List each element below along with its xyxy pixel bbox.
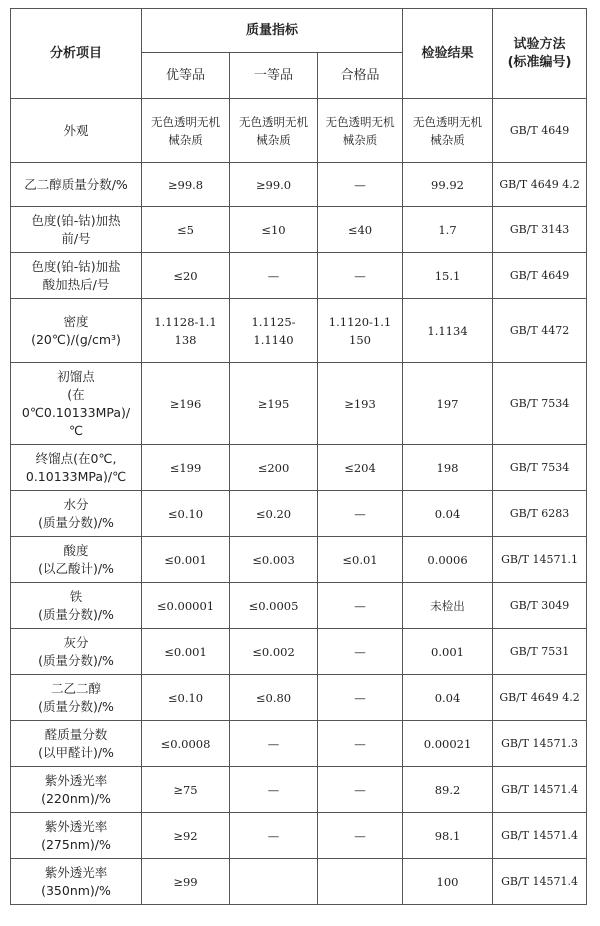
cell-grade-first: ≤0.20: [230, 491, 318, 537]
cell-grade-superior: ≤20: [142, 253, 230, 299]
cell-grade-qualified: —: [318, 721, 403, 767]
cell-grade-superior: ≥99.8: [142, 163, 230, 207]
cell-grade-superior: ≤199: [142, 445, 230, 491]
table-row: [11, 583, 587, 629]
header-test-method: 试验方法 (标准编号): [493, 9, 587, 99]
cell-grade-first: —: [230, 721, 318, 767]
cell-grade-first: ≤200: [230, 445, 318, 491]
cell-test-method: GB/T 14571.3: [493, 721, 587, 767]
table-header: [11, 9, 587, 99]
cell-grade-first: ≤0.002: [230, 629, 318, 675]
header-grade-qualified: 合格品: [318, 53, 403, 99]
table-row: [11, 491, 587, 537]
cell-test-method: GB/T 3143: [493, 207, 587, 253]
cell-test-result: 89.2: [403, 767, 493, 813]
cell-grade-first: ≥195: [230, 363, 318, 445]
cell-test-result: 100: [403, 859, 493, 905]
cell-analysis-item: 铁 (质量分数)/%: [11, 583, 142, 629]
header-quality-index: 质量指标: [142, 9, 403, 53]
cell-grade-first: [230, 859, 318, 905]
cell-grade-superior: ≤0.001: [142, 537, 230, 583]
cell-test-result: 0.04: [403, 675, 493, 721]
cell-test-result: 未检出: [403, 583, 493, 629]
cell-grade-first: —: [230, 253, 318, 299]
cell-analysis-item: 酸度 (以乙酸计)/%: [11, 537, 142, 583]
table-row: [11, 445, 587, 491]
cell-test-result: 1.1134: [403, 299, 493, 363]
header-grade-superior: 优等品: [142, 53, 230, 99]
table-row: [11, 721, 587, 767]
cell-grade-qualified: ≤204: [318, 445, 403, 491]
cell-test-method: GB/T 4649: [493, 253, 587, 299]
cell-test-method: GB/T 7534: [493, 445, 587, 491]
cell-test-method: GB/T 14571.4: [493, 859, 587, 905]
table-row: [11, 299, 587, 363]
cell-grade-qualified: —: [318, 675, 403, 721]
cell-grade-superior: ≤0.10: [142, 491, 230, 537]
cell-analysis-item: 初馏点 (在 0℃0.10133MPa)/ ℃: [11, 363, 142, 445]
table-row: [11, 767, 587, 813]
quality-spec-table: [10, 8, 587, 905]
cell-grade-qualified: ≤40: [318, 207, 403, 253]
cell-grade-qualified: 1.1120-1.1 150: [318, 299, 403, 363]
cell-grade-superior: ≤0.001: [142, 629, 230, 675]
table-body: [11, 99, 587, 905]
cell-analysis-item: 乙二醇质量分数/%: [11, 163, 142, 207]
cell-test-method: GB/T 3049: [493, 583, 587, 629]
cell-analysis-item: 水分 (质量分数)/%: [11, 491, 142, 537]
table-row: [11, 163, 587, 207]
cell-grade-superior: ≤5: [142, 207, 230, 253]
cell-test-method: GB/T 14571.4: [493, 767, 587, 813]
cell-test-method: GB/T 4649 4.2: [493, 163, 587, 207]
cell-grade-first: —: [230, 813, 318, 859]
cell-test-method: GB/T 4649 4.2: [493, 675, 587, 721]
cell-grade-qualified: ≥193: [318, 363, 403, 445]
header-grade-first: 一等品: [230, 53, 318, 99]
cell-test-method: GB/T 4649: [493, 99, 587, 163]
cell-test-method: GB/T 14571.1: [493, 537, 587, 583]
cell-analysis-item: 密度 (20℃)/(g/cm³): [11, 299, 142, 363]
cell-analysis-item: 灰分 (质量分数)/%: [11, 629, 142, 675]
cell-test-result: 99.92: [403, 163, 493, 207]
cell-grade-qualified: —: [318, 491, 403, 537]
cell-test-result: 1.7: [403, 207, 493, 253]
cell-grade-superior: ≥99: [142, 859, 230, 905]
cell-test-result: 197: [403, 363, 493, 445]
cell-grade-superior: ≤0.10: [142, 675, 230, 721]
cell-analysis-item: 紫外透光率 (350nm)/%: [11, 859, 142, 905]
cell-test-method: GB/T 4472: [493, 299, 587, 363]
cell-grade-first: 1.1125- 1.1140: [230, 299, 318, 363]
cell-test-method: GB/T 14571.4: [493, 813, 587, 859]
cell-grade-first: ≤0.003: [230, 537, 318, 583]
cell-test-method: GB/T 7531: [493, 629, 587, 675]
cell-analysis-item: 紫外透光率 (275nm)/%: [11, 813, 142, 859]
cell-analysis-item: 终馏点(在0℃, 0.10133MPa)/℃: [11, 445, 142, 491]
header-test-result: 检验结果: [403, 9, 493, 99]
cell-grade-qualified: —: [318, 629, 403, 675]
cell-test-method: GB/T 7534: [493, 363, 587, 445]
table-row: [11, 363, 587, 445]
cell-grade-first: ≤0.0005: [230, 583, 318, 629]
header-analysis-item: 分析项目: [11, 9, 142, 99]
cell-grade-superior: ≥92: [142, 813, 230, 859]
table-row: [11, 675, 587, 721]
table-row: [11, 253, 587, 299]
cell-grade-first: —: [230, 767, 318, 813]
cell-grade-qualified: —: [318, 767, 403, 813]
table-row: [11, 537, 587, 583]
cell-grade-first: ≥99.0: [230, 163, 318, 207]
cell-grade-qualified: —: [318, 813, 403, 859]
cell-grade-qualified: ≤0.01: [318, 537, 403, 583]
cell-grade-first: ≤0.80: [230, 675, 318, 721]
cell-analysis-item: 色度(铂-钴)加盐 酸加热后/号: [11, 253, 142, 299]
cell-grade-qualified: —: [318, 253, 403, 299]
cell-test-result: 198: [403, 445, 493, 491]
cell-grade-first: 无色透明无机 械杂质: [230, 99, 318, 163]
cell-analysis-item: 色度(铂-钴)加热 前/号: [11, 207, 142, 253]
cell-grade-superior: ≥196: [142, 363, 230, 445]
table-row: [11, 207, 587, 253]
cell-test-result: 0.0006: [403, 537, 493, 583]
cell-test-result: 98.1: [403, 813, 493, 859]
table-row: [11, 859, 587, 905]
cell-grade-qualified: [318, 859, 403, 905]
cell-test-result: 15.1: [403, 253, 493, 299]
cell-grade-superior: ≤0.0008: [142, 721, 230, 767]
cell-test-result: 0.04: [403, 491, 493, 537]
table-row: [11, 813, 587, 859]
cell-grade-superior: 无色透明无机 械杂质: [142, 99, 230, 163]
cell-grade-superior: ≤0.00001: [142, 583, 230, 629]
cell-grade-qualified: —: [318, 583, 403, 629]
cell-test-result: 0.00021: [403, 721, 493, 767]
cell-analysis-item: 外观: [11, 99, 142, 163]
cell-grade-first: ≤10: [230, 207, 318, 253]
cell-grade-superior: 1.1128-1.1 138: [142, 299, 230, 363]
cell-test-result: 0.001: [403, 629, 493, 675]
cell-analysis-item: 紫外透光率 (220nm)/%: [11, 767, 142, 813]
cell-analysis-item: 醛质量分数 (以甲醛计)/%: [11, 721, 142, 767]
cell-test-result: 无色透明无机 械杂质: [403, 99, 493, 163]
cell-grade-qualified: —: [318, 163, 403, 207]
cell-grade-superior: ≥75: [142, 767, 230, 813]
table-row: [11, 99, 587, 163]
table-row: [11, 629, 587, 675]
cell-analysis-item: 二乙二醇 (质量分数)/%: [11, 675, 142, 721]
cell-grade-qualified: 无色透明无机 械杂质: [318, 99, 403, 163]
cell-test-method: GB/T 6283: [493, 491, 587, 537]
